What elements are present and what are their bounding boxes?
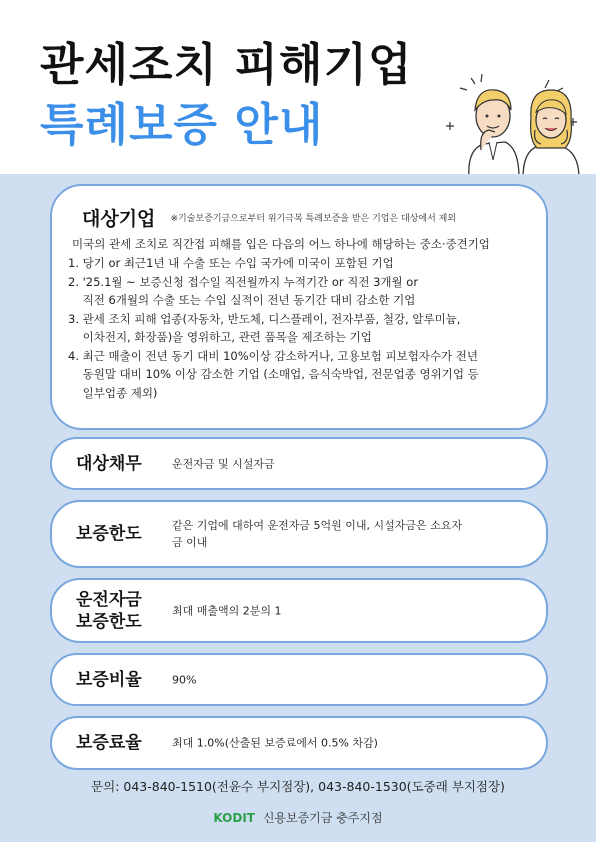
criteria-item: 직전 6개월의 수출 또는 수입 실적이 전년 동기간 대비 감소한 기업 [68, 293, 416, 307]
target-debt-value: 운전자금 및 시설자금 [172, 457, 275, 470]
guarantee-limit-label: 보증한도 [76, 524, 142, 544]
guarantee-fee-label: 보증료율 [76, 733, 142, 753]
guarantee-fee-row [50, 716, 548, 770]
target-criteria-list [68, 254, 538, 402]
working-capital-limit-label: 운전자금 보증한도 [76, 589, 142, 632]
page-title: 관세조치 피해기업 [40, 38, 413, 91]
criteria-item: 일부업종 제외) [68, 385, 158, 400]
guarantee-limit-row [50, 500, 548, 568]
criteria-item: 1. 당기 or 최근1년 내 수출 또는 수입 국가에 미국이 포함된 기업 [68, 256, 394, 270]
people-illustration [445, 70, 585, 178]
branch-name: 충주지점 [336, 811, 383, 825]
working-capital-limit-row [50, 578, 548, 643]
footer [0, 809, 596, 826]
guarantee-limit-value: 같은 기업에 대하여 운전자금 5억원 이내, 시설자금은 소요자금 이내 [172, 519, 462, 549]
guarantee-ratio-row [50, 653, 548, 706]
target-card [50, 184, 548, 430]
target-intro: 미국의 관세 조치로 직간접 피해를 입은 다음의 어느 하나에 해당하는 중소·중견기업 [72, 237, 490, 251]
working-capital-limit-value: 최대 매출액의 2분의 1 [172, 604, 282, 617]
target-title: 대상기업 [82, 208, 156, 230]
page-subtitle: 특례보증 안내 [40, 98, 324, 151]
kodit-logo: KODIT [213, 811, 255, 825]
org-name: 신용보증기금 [262, 811, 333, 825]
criteria-item: 이차전지, 화장품)을 영위하고, 관련 품목을 제조하는 기업 [68, 330, 372, 344]
guarantee-ratio-value: 90% [172, 673, 197, 686]
target-debt-row [50, 437, 548, 490]
target-note: ※기술보증기금으로부터 위기극복 특례보증을 받은 기업은 대상에서 제외 [170, 214, 457, 224]
criteria-item: 4. 최근 매출이 전년 동기 대비 10%이상 감소하거나, 고용보험 피보험자수가 전년 [68, 348, 479, 363]
guarantee-fee-value: 최대 1.0%(산출된 보증료에서 0.5% 차감) [172, 736, 378, 750]
contact-info: 문의: 043-840-1510(전윤수 부지점장), 043-840-1530(도중래 부지점장) [91, 779, 505, 794]
criteria-item: 동원말 대비 10% 이상 감소한 기업 (소매업, 음식숙박업, 전문업종 영위기업 등 [68, 367, 479, 381]
target-debt-label: 대상채무 [76, 453, 142, 474]
criteria-item: 3. 관세 조치 피해 업종(자동차, 반도체, 디스플레이, 전자부품, 철강, 알루미늄, [68, 311, 461, 326]
criteria-item: 2. '25.1월 ~ 보증신청 접수일 직전월까지 누적기간 or 직전 3개월 or [68, 274, 419, 289]
guarantee-ratio-label: 보증비율 [76, 669, 142, 690]
